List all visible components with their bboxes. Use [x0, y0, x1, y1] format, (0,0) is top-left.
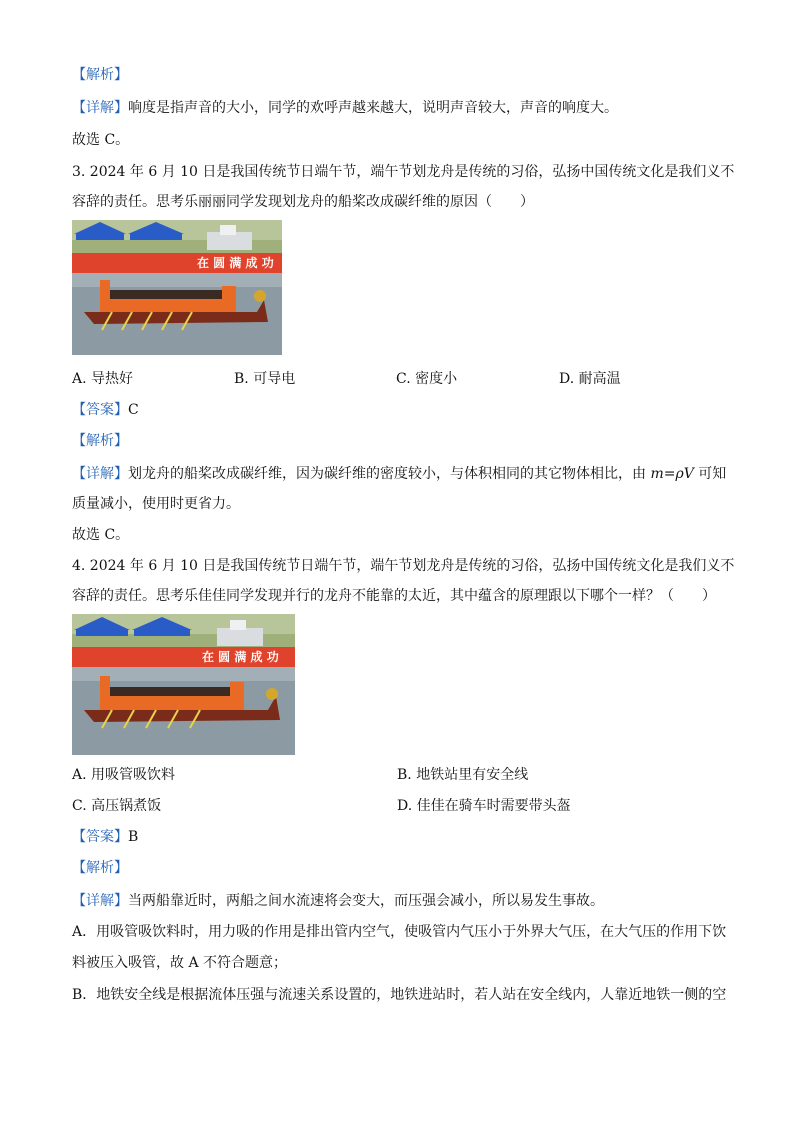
q4-detail-text: 当两船靠近时，两船之间水流速将会变大，而压强会减小，所以易发生事故。: [128, 893, 604, 909]
q3-analysis-tag: 【解析】: [72, 433, 128, 449]
q4-banner-text: 在 圆 满 成 功: [202, 650, 279, 664]
q4-option-a: A. 用吸管吸饮料: [72, 767, 176, 783]
q3-detail-text-b: 可知: [693, 466, 727, 482]
q3-detail-text-a: 划龙舟的船桨改成碳纤维，因为碳纤维的密度较小，与体积相同的其它物体相比，由: [128, 466, 651, 482]
q3-formula: m=ρV: [650, 466, 694, 482]
q4-detail-line: [72, 892, 604, 910]
q4-stem-line2: 容辞的责任。思考乐佳佳同学发现并行的龙舟不能靠的太近，其中蕴含的原理跟以下哪个一样？（ ）: [72, 588, 716, 604]
q4-detail-tag: 【详解】: [72, 893, 128, 909]
q4-stem-line1: 4. 2024 年 6 月 10 日是我国传统节日端午节，端午节划龙舟是传统的习俗，弘扬中国传统文化是我们义不: [72, 558, 735, 574]
q3-option-b: B. 可导电: [234, 371, 296, 387]
q3-choose-line: 故选 C。: [72, 527, 130, 543]
q3-answer-tag: 【答案】: [72, 402, 128, 418]
detail-tag: 【详解】: [72, 100, 128, 116]
q4-option-d: D. 佳佳在骑车时需要带头盔: [397, 798, 571, 814]
q4-answer: B: [128, 829, 139, 845]
detail-line: [72, 99, 618, 117]
q4-answer-tag: 【答案】: [72, 829, 128, 845]
q4-option-c: C. 高压锅煮饭: [72, 798, 162, 814]
q3-answer-line: [72, 401, 139, 419]
q3-stem-line2: 容辞的责任。思考乐丽丽同学发现划龙舟的船桨改成碳纤维的原因（ ）: [72, 194, 534, 210]
analysis-tag: 【解析】: [72, 67, 128, 83]
detail-text: 响度是指声音的大小，同学的欢呼声越来越大，说明声音较大，声音的响度大。: [128, 100, 618, 116]
q4-explain-a-line1: A．用吸管吸饮料时，用力吸的作用是排出管内空气，使吸管内气压小于外界大气压，在大气压的作用下饮: [72, 924, 727, 940]
q3-option-d: D. 耐高温: [559, 371, 621, 387]
q3-detail-line2: 质量减小，使用时更省力。: [72, 496, 240, 512]
q3-stem-line1: 3. 2024 年 6 月 10 日是我国传统节日端午节，端午节划龙舟是传统的习俗，弘扬中国传统文化是我们义不: [72, 164, 735, 180]
q3-option-a: A. 导热好: [72, 371, 134, 387]
q4-option-b: B. 地铁站里有安全线: [397, 767, 529, 783]
q4-answer-line: [72, 828, 138, 846]
q3-option-c: C. 密度小: [396, 371, 458, 387]
q4-explain-a-line2: 料被压入吸管，故 A 不符合题意；: [72, 955, 288, 971]
q3-answer: C: [128, 402, 139, 418]
q4-analysis-tag: 【解析】: [72, 860, 128, 876]
q4-dragon-boat-photo: [72, 614, 295, 755]
q3-detail-line1: [72, 465, 726, 483]
q4-explain-b-line1: B．地铁安全线是根据流体压强与流速关系设置的，地铁进站时，若人站在安全线内，人靠近地铁一侧的空: [72, 987, 727, 1003]
q3-dragon-boat-photo: [72, 220, 282, 355]
q3-banner-text: 在 圆 满 成 功: [197, 256, 274, 270]
q3-detail-tag: 【详解】: [72, 466, 128, 482]
choose-line: 故选 C。: [72, 132, 130, 148]
